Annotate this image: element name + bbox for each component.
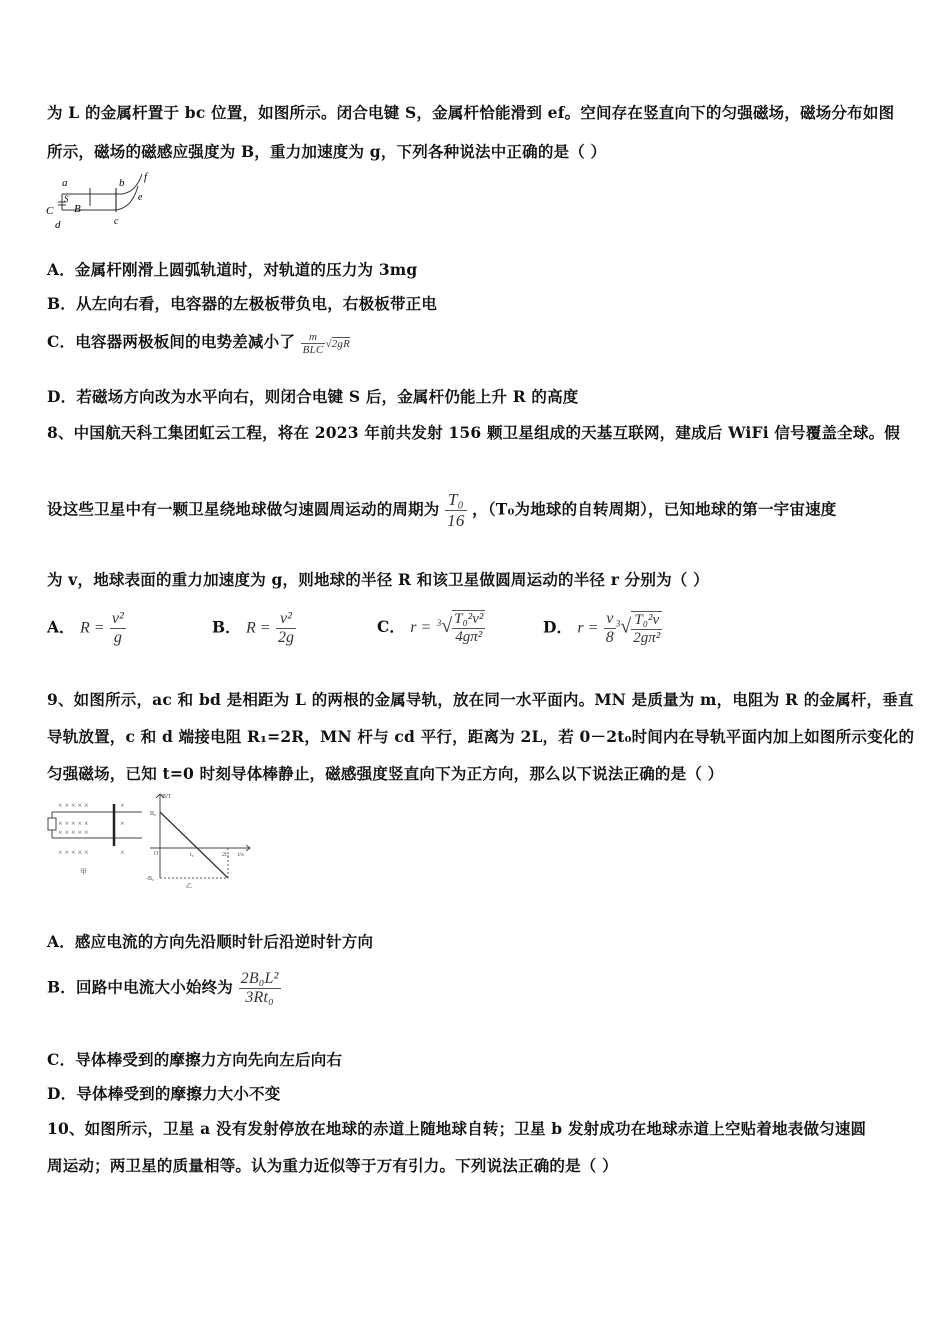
q8-option-d-radical-icon: √ (620, 615, 632, 638)
q9-line-3: 匀强磁场，已知 t=0 时刻导体棒静止，磁感强度竖直向下为正方向，那么以下说法正确的是（ ） (47, 764, 724, 783)
q8-option-d-fraction (631, 611, 662, 647)
q8-line-3: 为 v，地球表面的重力加速度为 g，则地球的半径 R 和该卫星做圆周运动的半径 r 分别为（ ） (47, 570, 709, 589)
q8-period-numerator: T₀ (445, 490, 466, 511)
q8-option-c-fraction (452, 610, 485, 646)
q7-option-c (47, 330, 350, 356)
q7-option-d: D．若磁场方向改为水平向右，则闭合电键 S 后，金属杆仍能上升 R 的高度 (47, 387, 579, 406)
q8-option-d-label: D． (543, 617, 572, 637)
svg-text:×: × (120, 819, 125, 828)
q8-option-b (212, 610, 296, 647)
q7-fig-label-d: d (55, 219, 61, 231)
q9-option-b-denominator: 3Rt₀ (245, 989, 274, 1006)
q7-option-a: A．金属杆刚滑上圆弧轨道时，对轨道的压力为 3mg (47, 260, 418, 279)
q8-option-b-lhs: R = (246, 619, 271, 637)
q7-fig-label-S: S (64, 194, 69, 204)
q9-option-b-fraction (239, 970, 281, 1007)
q8-line-2 (47, 490, 836, 531)
q9-graph-label-t0: t₀ (190, 852, 194, 858)
q7-option-c-denominator: BLC (302, 343, 324, 356)
q8-option-b-fraction (276, 610, 296, 647)
q8-line-2-suffix: ，（T₀为地球的自转周期），已知地球的第一宇宙速度 (472, 499, 837, 519)
q7-fig-label-b: b (119, 177, 125, 189)
q9-fig-caption-jia: 甲 (80, 868, 87, 876)
q8-line-2-prefix: 设这些卫星中有一颗卫星绕地球做匀速圆周运动的周期为 (47, 499, 440, 519)
q7-option-c-numerator: m (301, 331, 326, 344)
q8-option-c-denominator: 4gπ² (455, 629, 483, 645)
q8-option-b-label: B． (212, 617, 241, 637)
q7-option-c-fraction (301, 331, 326, 356)
q8-option-c-radical-icon: √ (441, 615, 453, 637)
q8-option-c-lhs: r = (410, 619, 432, 636)
q8-option-c (377, 610, 485, 646)
q8-period-denominator: 16 (447, 511, 465, 530)
q8-option-a-denominator: g (113, 629, 122, 646)
q9-line-1: 9、如图所示，ac 和 bd 是相距为 L 的两根的金属导轨，放在同一水平面内。MN 是质量为 m，电阻为 R 的金属杆，垂直 (47, 690, 914, 709)
q9-line-2: 导轨放置，c 和 d 端接电阻 R₁=2R，MN 杆与 cd 平行，距离为 2L，若 0－2t₀时间内在导轨平面内加上如图所示变化的 (47, 727, 915, 746)
q9-fig-caption-yi: 乙 (186, 884, 193, 890)
q8-option-c-numerator: T₀²v² (454, 611, 484, 627)
q8-option-b-denominator: 2g (278, 629, 294, 646)
q8-option-d-coef-numerator: v (604, 610, 616, 629)
q7-circuit-figure (44, 172, 159, 234)
q7-option-b: B．从左向右看，电容器的左极板带负电，右极板带正电 (47, 294, 438, 313)
q7-fig-label-a: a (62, 177, 68, 189)
q7-fig-label-f: f (144, 172, 148, 183)
q8-option-d-coef-denominator: 8 (605, 629, 614, 646)
q8-option-d-root-index: 3 (615, 618, 621, 629)
q8-option-a-numerator: v² (111, 610, 124, 627)
q9-graph-label-b0: B₀ (150, 811, 157, 817)
q8-option-d-numerator: T₀²v (631, 612, 662, 630)
q7-fig-label-C: C (46, 205, 54, 217)
q8-option-c-label: C． (377, 617, 405, 636)
q7-fig-label-e: e (138, 192, 143, 203)
q8-option-a-label: A． (47, 617, 75, 637)
q7-option-c-text: C．电容器两极板间的电势差减小了 (47, 332, 296, 351)
q8-option-a (47, 610, 126, 647)
q9-field-graph-yi (146, 790, 254, 890)
q9-option-a: A．感应电流的方向先沿顺时针后沿逆时针方向 (47, 932, 374, 951)
q7-option-c-sqrt: √2gR (325, 338, 351, 350)
q8-option-c-root-index: 3 (436, 617, 442, 628)
q9-option-c: C．导体棒受到的摩擦力方向先向左后向右 (47, 1050, 343, 1069)
q9-option-b (47, 970, 281, 1007)
q9-option-b-numerator: 2B₀L² (240, 970, 279, 987)
q9-graph-label-2t0: 2t₀ (222, 852, 229, 858)
q8-option-b-numerator: v² (276, 610, 296, 629)
q9-graph-label-origin: O (154, 851, 159, 857)
q7-line-2: 所示，磁场的磁感应强度为 B，重力加速度为 g，下列各种说法中正确的是（ ） (47, 142, 607, 161)
svg-text:× × × × ×: × × × × × (58, 801, 89, 810)
q10-line-1: 10、如图所示，卫星 a 没有发射停放在地球的赤道上随地球自转；卫星 b 发射成功在地球赤道上空贴着地表做匀速圆 (47, 1119, 867, 1138)
q8-option-a-lhs: R = (79, 619, 105, 637)
svg-text:× × × × ×: × × × × × (58, 819, 89, 828)
svg-text:×: × (120, 848, 125, 857)
q8-option-d-lhs: r = (577, 619, 599, 637)
q8-option-d-denominator: 2gπ² (633, 629, 661, 646)
q7-option-c-radicand: 2gR (331, 338, 351, 350)
svg-text:×: × (120, 801, 125, 810)
q8-option-d-coefficient (604, 610, 616, 647)
q10-line-2: 周运动；两卫星的质量相等。认为重力近似等于万有引力。下列说法正确的是（ ） (47, 1156, 618, 1175)
svg-text:× × × × ×: × × × × × (58, 848, 89, 857)
q7-line-1: 为 L 的金属杆置于 bc 位置，如图所示。闭合电键 S，金属杆恰能滑到 ef。空间存在竖直向下的匀强磁场，磁场分布如图 (47, 103, 895, 122)
q9-option-d: D．导体棒受到的摩擦力大小不变 (47, 1084, 281, 1103)
q8-period-fraction (445, 490, 466, 531)
q9-graph-label-neg-b0: -B₀ (146, 876, 155, 882)
q8-line-1: 8、中国航天科工集团虹云工程，将在 2023 年前共发射 156 颗卫星组成的天基互联网，建成后 WiFi 信号覆盖全球。假 (47, 423, 900, 442)
svg-text:× × × × ×: × × × × × (58, 828, 89, 837)
q9-graph-label-ts: t/s (238, 852, 244, 858)
q9-graph-label-bt: B/T (162, 794, 172, 800)
q8-option-d (543, 610, 662, 647)
q9-rail-figure-jia (44, 798, 149, 878)
q7-fig-label-c: c (114, 216, 119, 227)
q8-option-a-fraction (110, 610, 126, 647)
q9-option-b-text: B．回路中电流大小始终为 (47, 977, 234, 997)
q7-fig-label-B: B (74, 203, 81, 215)
